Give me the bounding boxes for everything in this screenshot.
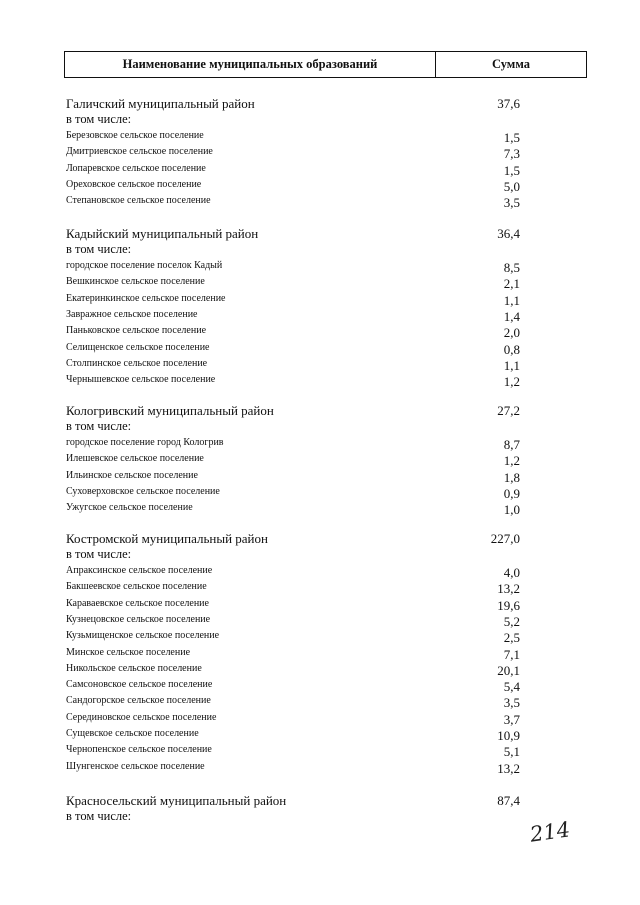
- district-row: [0, 403, 640, 420]
- settlement-row-value: 3,5: [503, 195, 520, 211]
- district-subtitle: [0, 419, 640, 436]
- settlement-row-value: 0,9: [503, 485, 520, 501]
- settlement-row: [0, 293, 640, 310]
- district-row: [0, 226, 640, 243]
- settlement-row-value: 1,1: [503, 292, 520, 308]
- settlement-row-name: Селищенское сельское поселение: [66, 341, 210, 353]
- district-subtitle: [0, 242, 640, 259]
- settlement-row-value: 8,5: [503, 260, 520, 275]
- settlement-row-name: Бакшеевское сельское поселение: [66, 581, 207, 593]
- settlement-row-name: Лопаревское сельское поселение: [66, 162, 206, 174]
- settlement-row-value: 19,6: [497, 597, 520, 613]
- settlement-row-name: Паньковское сельское поселение: [66, 325, 207, 337]
- settlement-row-value: 3,5: [503, 695, 520, 711]
- settlement-row-name: Илешевское сельское поселение: [66, 453, 204, 465]
- settlement-row-value: 2,5: [503, 630, 520, 646]
- settlement-row-value: 10,9: [497, 728, 520, 743]
- settlement-row-name: городское поселение поселок Кадый: [66, 260, 223, 271]
- settlement-row: [0, 195, 640, 212]
- settlement-row: [0, 581, 640, 598]
- settlement-row-value: 3,7: [503, 711, 520, 727]
- settlement-row-name: Кузьмищенское сельское поселение: [66, 630, 220, 642]
- settlement-row-value: 1,0: [503, 502, 520, 518]
- settlement-row-value: 1,2: [503, 374, 520, 390]
- district-subtitle-name: в том числе:: [66, 242, 132, 256]
- settlement-row-value: 2,1: [503, 276, 520, 292]
- settlement-row-name: Столпинское сельское поселение: [66, 357, 208, 369]
- settlement-row-name: Серединовское сельское поселение: [66, 711, 217, 723]
- district-row-value: 37,6: [497, 96, 520, 111]
- settlement-row-name: Чернышевское сельское поселение: [66, 374, 216, 386]
- settlement-row-value: 1,2: [503, 453, 520, 469]
- district-row-value: 27,2: [497, 403, 520, 418]
- district-subtitle-name: в том числе:: [66, 547, 132, 561]
- settlement-row: [0, 358, 640, 375]
- district-subtitle: [0, 547, 640, 564]
- settlement-row-name: Дмитриевское сельское поселение: [66, 146, 213, 158]
- settlement-row-name: Вешкинское сельское поселение: [66, 276, 205, 288]
- district-subtitle-name: в том числе:: [66, 809, 132, 823]
- settlement-row-name: Кузнецовское сельское поселение: [66, 613, 211, 625]
- settlement-row-value: 5,0: [503, 178, 520, 194]
- settlement-row: [0, 695, 640, 712]
- settlement-row: [0, 744, 640, 761]
- settlement-row-name: Сущевское сельское поселение: [66, 728, 199, 739]
- settlement-row-value: 7,1: [503, 646, 520, 662]
- district-row: [0, 531, 640, 548]
- page-number: 214: [528, 817, 572, 847]
- district-row-name: Костромской муниципальный район: [66, 531, 268, 546]
- settlement-row-value: 4,0: [503, 565, 520, 580]
- settlement-row-name: Апраксинское сельское поселение: [66, 565, 213, 576]
- settlement-row-name: Никольское сельское поселение: [66, 662, 202, 674]
- district-subtitle: [0, 112, 640, 129]
- settlement-row-name: Березовское сельское поселение: [66, 130, 204, 141]
- settlement-row: [0, 453, 640, 470]
- header-sum-column: Сумма: [492, 57, 530, 71]
- settlement-row-name: городское поселение город Кологрив: [66, 437, 224, 448]
- district-row-name: Красносельский муниципальный район: [66, 793, 287, 808]
- district-row-name: Кологривский муниципальный район: [66, 403, 274, 418]
- settlement-row: [0, 647, 640, 664]
- settlement-row: [0, 325, 640, 342]
- settlement-row: [0, 502, 640, 519]
- settlement-row-value: 1,1: [503, 357, 520, 373]
- district-row-name: Галичский муниципальный район: [66, 96, 255, 111]
- settlement-row-value: 1,5: [503, 130, 520, 145]
- settlement-row: [0, 712, 640, 729]
- settlement-row: [0, 146, 640, 163]
- settlement-row-name: Суховерховское сельское поселение: [66, 485, 220, 497]
- header-name-column: Наименование муниципальных образований: [65, 52, 436, 77]
- settlement-row-value: 20,1: [497, 662, 520, 678]
- settlement-row-name: Ореховское сельское поселение: [66, 178, 202, 190]
- settlement-row: [0, 437, 640, 454]
- settlement-row: [0, 486, 640, 503]
- district-row-value: 36,4: [497, 226, 520, 241]
- settlement-row-value: 13,2: [497, 581, 520, 597]
- settlement-row-name: Степановское сельское поселение: [66, 195, 211, 207]
- settlement-row: [0, 179, 640, 196]
- settlement-row-name: Чернопенское сельское поселение: [66, 744, 212, 756]
- settlement-row-name: Завражное сельское поселение: [66, 308, 198, 320]
- settlement-row-name: Караваевское сельское поселение: [66, 597, 209, 609]
- settlement-row-value: 5,1: [503, 744, 520, 760]
- settlement-row: [0, 598, 640, 615]
- settlement-row-value: 8,7: [503, 437, 520, 452]
- settlement-row: [0, 761, 640, 778]
- settlement-row-value: 5,2: [503, 613, 520, 629]
- settlement-row-name: Самсоновское сельское поселение: [66, 679, 213, 691]
- district-row: [0, 96, 640, 113]
- table-header: [64, 51, 587, 78]
- settlement-row-value: 5,4: [503, 679, 520, 695]
- settlement-row: [0, 260, 640, 277]
- settlement-row-name: Ильинское сельское поселение: [66, 469, 198, 481]
- settlement-row: [0, 565, 640, 582]
- district-row-name: Кадыйский муниципальный район: [66, 226, 259, 241]
- settlement-row: [0, 276, 640, 293]
- settlement-row-name: Минское сельское поселение: [66, 646, 191, 658]
- settlement-row-name: Ужугское сельское поселение: [66, 502, 193, 514]
- district-row-value: 87,4: [497, 793, 520, 808]
- district-subtitle-name: в том числе:: [66, 419, 132, 433]
- settlement-row: [0, 130, 640, 147]
- settlement-row: [0, 679, 640, 696]
- settlement-row-value: 1,8: [503, 469, 520, 485]
- settlement-row-name: Шунгенское сельское поселение: [66, 760, 205, 772]
- settlement-row-name: Сандогорское сельское поселение: [66, 695, 211, 707]
- settlement-row: [0, 630, 640, 647]
- settlement-row: [0, 374, 640, 391]
- settlement-row: [0, 163, 640, 180]
- settlement-row-value: 13,2: [497, 760, 520, 776]
- settlement-row-value: 7,3: [503, 146, 520, 162]
- settlement-row-name: Екатеринкинское сельское поселение: [66, 292, 226, 304]
- settlement-row-value: 1,4: [503, 308, 520, 324]
- district-row-value: 227,0: [490, 531, 520, 546]
- settlement-row: [0, 663, 640, 680]
- settlement-row: [0, 309, 640, 326]
- settlement-row-value: 1,5: [503, 162, 520, 178]
- settlement-row: [0, 470, 640, 487]
- settlement-row: [0, 614, 640, 631]
- settlement-row: [0, 342, 640, 359]
- settlement-row-value: 0,8: [503, 341, 520, 357]
- district-subtitle-name: в том числе:: [66, 112, 132, 126]
- settlement-row-value: 2,0: [503, 325, 520, 341]
- settlement-row: [0, 728, 640, 745]
- district-row: [0, 793, 640, 810]
